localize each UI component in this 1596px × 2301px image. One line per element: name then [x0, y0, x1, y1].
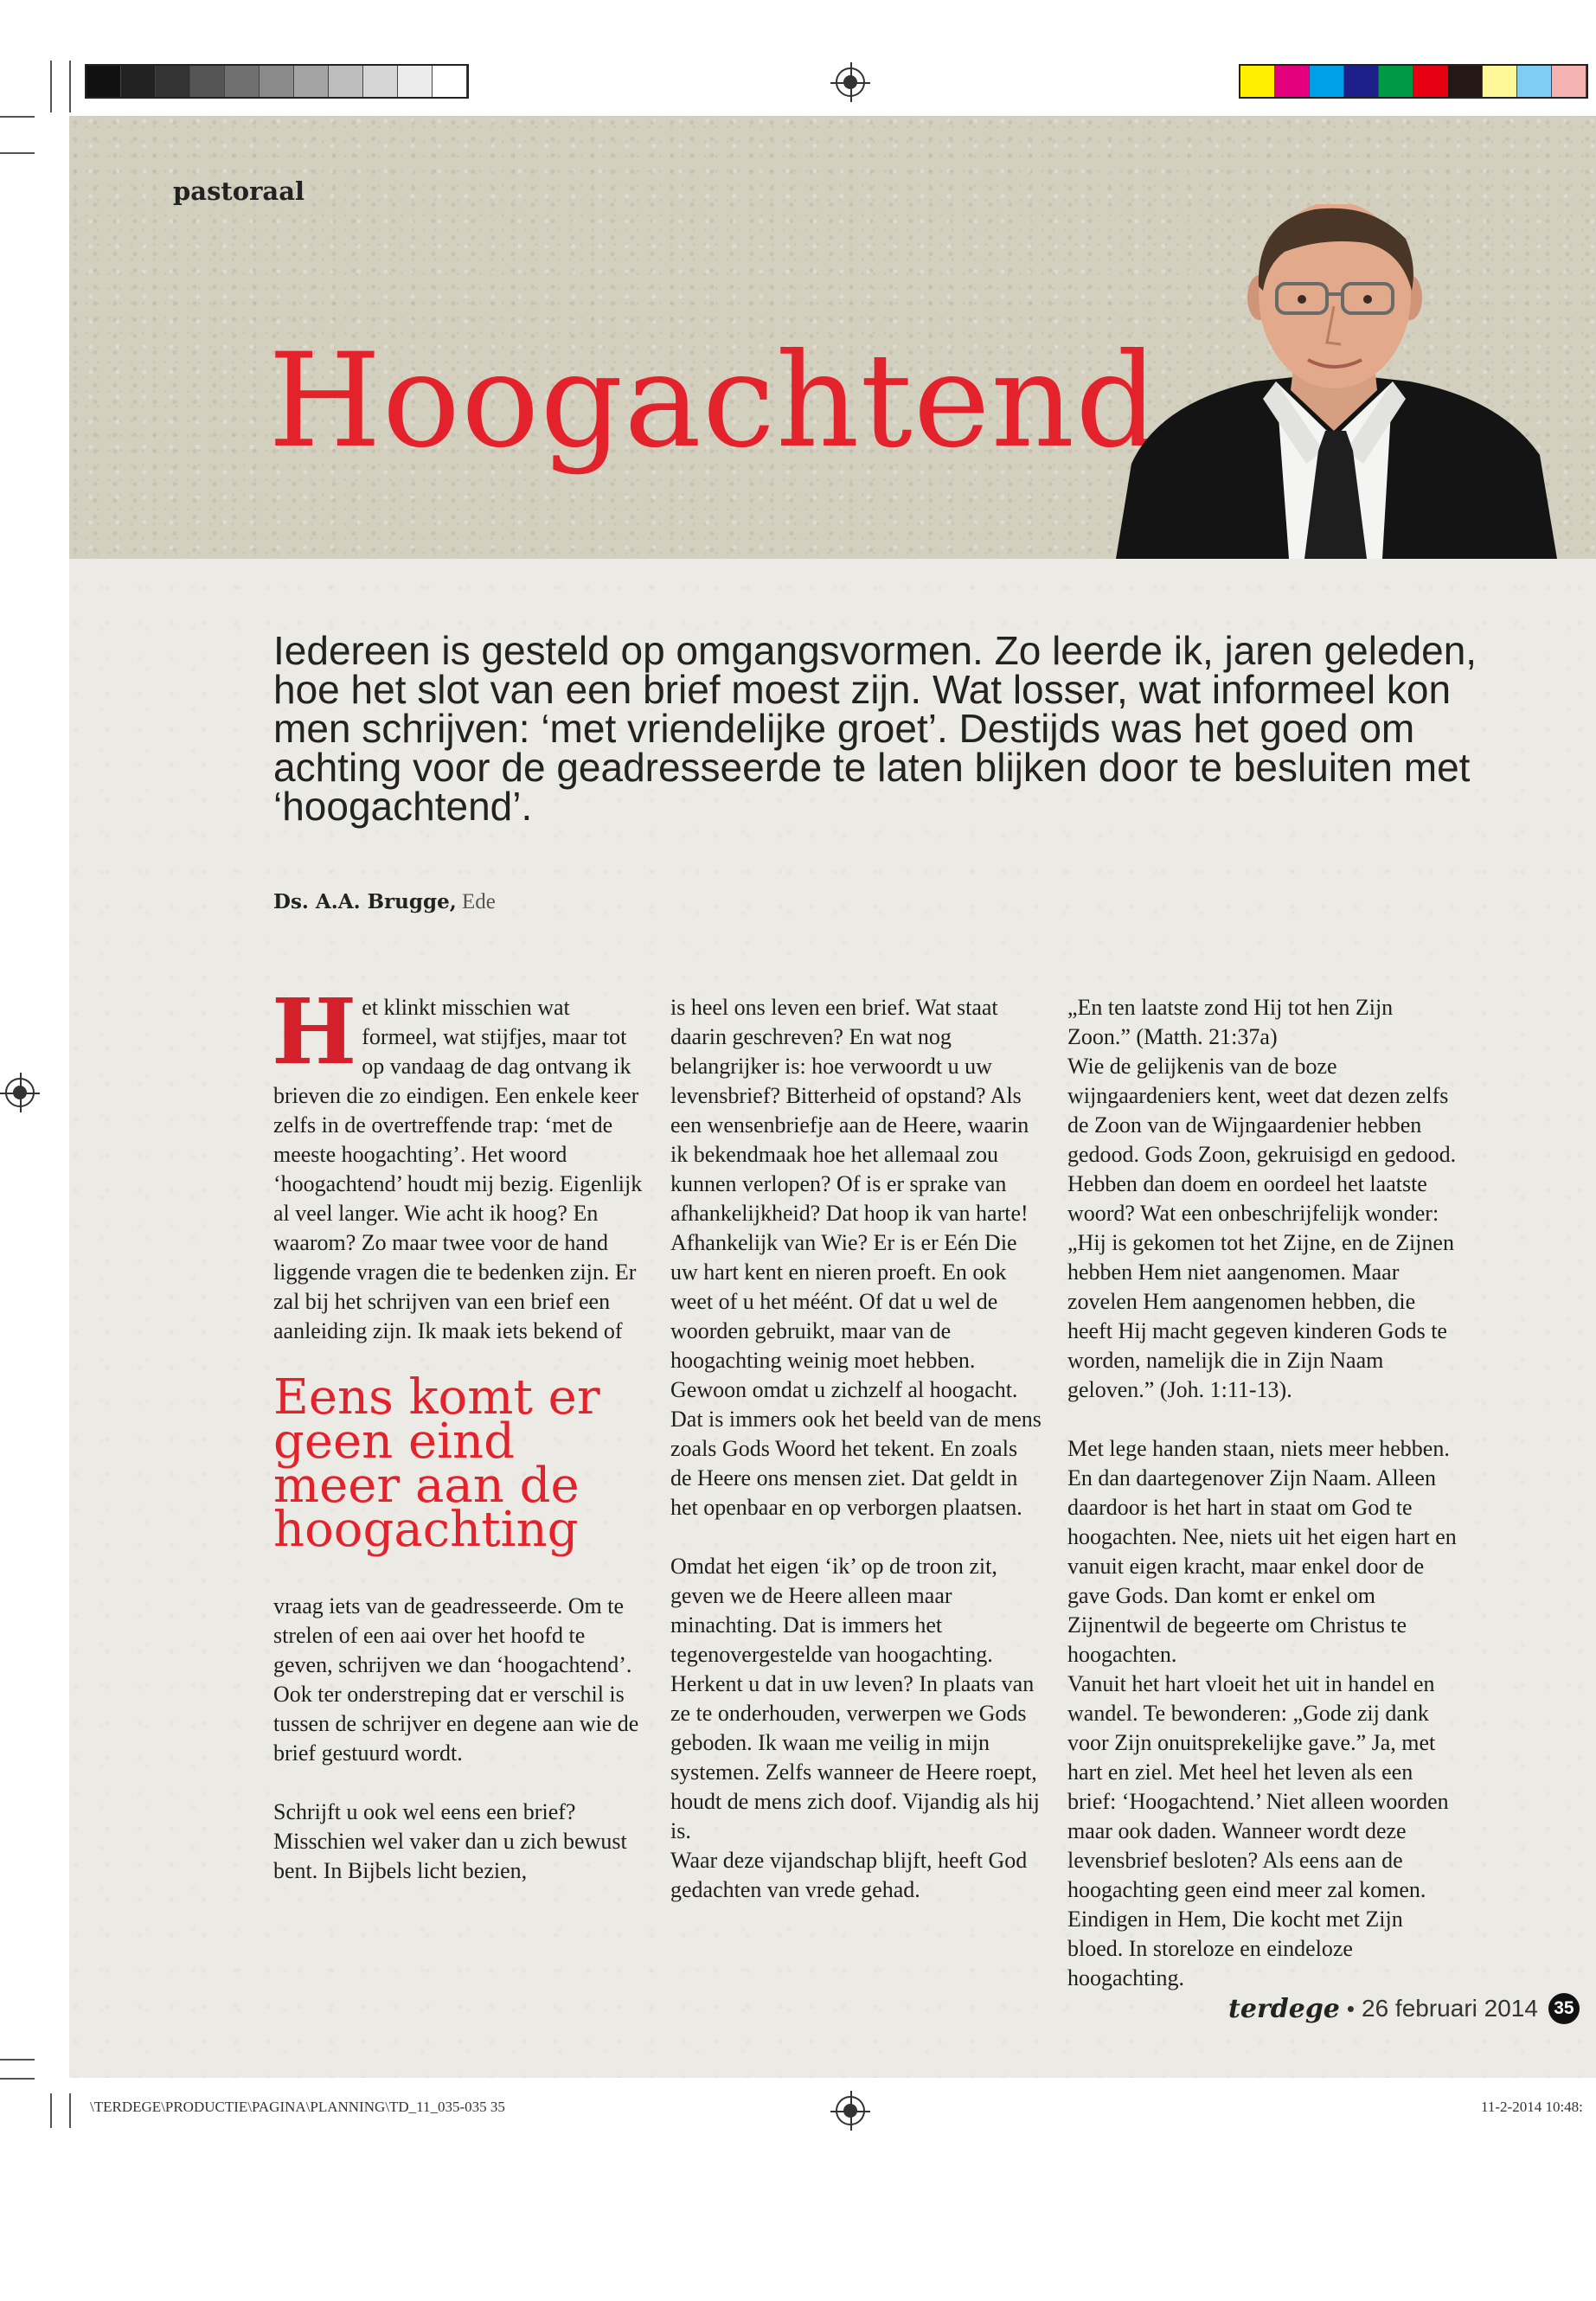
gray-swatch: [156, 66, 190, 97]
gray-swatch: [398, 66, 433, 97]
gray-swatch: [363, 66, 398, 97]
paragraph: Waar deze vijandschap blijft, heeft God gedachten van vrede gehad.: [670, 1848, 1028, 1902]
page-number: 35: [1548, 1993, 1580, 2024]
paragraph: Wie de gelijkenis van de boze wijngaardeniers kent, weet dat dezen zelfs de Zoon van de Wijngaardenier hebben gedood. Gods Zoon, gekruisigd en gedood. Hebben dan doem en oordeel het laatste woord? Wat een onbeschrijfelijk wonder: „Hij is gekomen tot het Zijne, en de Zijnen hebben Hem niet aangenomen. Maar zovelen Hem aangenomen hebben, die heeft Hij macht gegeven kinderen Gods te worden, namelijk die in Zijn Naam geloven.” (Joh. 1:11-13).: [1067, 1054, 1457, 1402]
color-swatch: [1240, 66, 1275, 97]
color-swatch: [1483, 66, 1517, 97]
registration-mark-icon: [836, 2096, 865, 2125]
paragraph: Schrijft u ook wel eens een brief? Misschien wel vaker dan u zich bewust bent. In Bijbels licht bezien,: [273, 1799, 627, 1883]
page-footer: [1228, 1993, 1580, 2024]
paragraph: Omdat het eigen ‘ik’ op de troon zit, geven we de Heere alleen maar minachting. Dat is immers het tegenovergestelde van hoogachting. Herkent u dat in uw leven? In plaats van ze te onderhouden, verwerpen we Gods geboden. Ik waan me veilig in mijn systemen. Zelfs wanneer de Heere roept, houdt de mens zich doof. Vijandig als hij is.: [670, 1554, 1040, 1843]
color-swatch: [1448, 66, 1483, 97]
bible-quote: „En ten laatste zond Hij tot hen Zijn Zoon.” (Matth. 21:37a): [1067, 995, 1394, 1049]
file-path-slug: \TERDEGE\PRODUCTIE\PAGINA\PLANNING\TD_11_035-035 35: [90, 2099, 505, 2115]
color-swatch: [1379, 66, 1413, 97]
issue-date: 26 februari 2014: [1362, 1995, 1538, 2022]
separator: •: [1346, 1995, 1355, 2022]
color-swatch: [1344, 66, 1379, 97]
author-portrait: [1107, 204, 1596, 559]
crop-mark: [0, 2078, 35, 2080]
intro-lead: Iedereen is gesteld op omgangsvormen. Zo leerde ik, jaren geleden, hoe het slot van een brief moest zijn. Wat losser, wat informeel kon men schrijven: ‘met vriendelijke groet’. Destijds was het goed om achting voor de geadresseerde te laten blijken door te besluiten met ‘hoogachtend’.: [273, 628, 1477, 829]
gray-swatch: [121, 66, 156, 97]
color-calibration-bar: [1239, 64, 1588, 99]
author-name: Ds. A.A. Brugge,: [273, 890, 457, 913]
paragraph: Met lege handen staan, niets meer hebben. En dan daartegenover Zijn Naam. Alleen daardoor is het hart in staat om God te hoogachten. Nee, niets uit het eigen hart en vanuit eigen kracht, maar enkel door de gave Gods. Dan komt er enkel om Zijnentwil de begeerte om Christus te hoogachten.: [1067, 1436, 1457, 1667]
paragraph: vraag iets van de geadresseerde. Om te strelen of een aai over het hoofd te geven, schrijven we dan ‘hoogachtend’. Ook ter onderstreping dat er verschil is tussen de schrijver en degene aan wie de brief gestuurd wordt.: [273, 1593, 639, 1766]
gray-swatch: [260, 66, 294, 97]
paragraph: is heel ons leven een brief. Wat staat daarin geschreven? En wat nog belangrijker is: hoe verwoordt u uw levensbrief? Bitterheid of opstand? Als een wensenbriefje aan de Heere, waarin ik bekendmaak hoe het allemaal zou kunnen verlopen? Of is er sprake van afhankelijkheid? Dat hoop ik van harte!: [670, 995, 1029, 1226]
gray-swatch: [329, 66, 363, 97]
color-swatch: [1275, 66, 1310, 97]
byline: [273, 890, 496, 914]
pull-quote: Eens komt er geen eind meer aan de hoogachting: [273, 1369, 600, 1558]
author-place: Ede: [461, 890, 496, 913]
column-3: [1067, 993, 1457, 2022]
crop-mark: [0, 2059, 35, 2061]
paragraph: Het klinkt misschien wat formeel, wat stijfjes, maar tot op vandaag de dag ontvang ik brieven die zo eindigen. Een enkele keer zelfs in de overtreffende trap: ‘met de meeste hoogachting’. Het woord ‘hoogachtend’ houdt mij bezig. Eigenlijk al veel langer. Wie acht ik hoog? En waarom? Zo maar twee voor de hand liggende vragen die te bedenken zijn. Er zal bij het schrijven van een brief een aanleiding zijn. Ik maak iets bekend of: [272, 978, 643, 1343]
crop-mark: [69, 61, 71, 112]
gray-swatch: [225, 66, 260, 97]
gray-calibration-bar: [85, 64, 469, 99]
print-timestamp: 11-2-2014 10:48:: [1481, 2099, 1583, 2115]
gray-swatch: [433, 66, 467, 97]
column-1: [272, 978, 645, 1915]
color-swatch: [1517, 66, 1552, 97]
crop-mark: [0, 152, 35, 154]
paragraph: Vanuit het hart vloeit het uit in handel en wandel. Te bewonderen: „Gode zij dank voor Zijn onuitsprekelijke gave.” Ja, met hart en ziel. Met heel het leven als een brief: ‘Hoogachtend.’ Niet alleen woorden maar ook daden. Wanneer wordt deze levensbrief besloten? Als eens aan de hoogachting geen eind meer zal komen. Eindigen in Hem, Die kocht met Zijn bloed. In storeloze en eindeloze hoogachting.: [1067, 1671, 1449, 1990]
column-2: [670, 993, 1042, 1934]
registration-mark-icon: [5, 1078, 35, 1107]
color-swatch: [1310, 66, 1344, 97]
section-label: pastoraal: [173, 176, 305, 206]
paragraph: Afhankelijk van Wie? Er is er Eén Die uw hart kent en nieren proeft. En ook weet of u het méént. Of dat u wel de woorden gebruikt, maar van de hoogachting weinig moet hebben. Gewoon omdat u zichzelf al hoogacht. Dat is immers ook het beeld van de mens zoals Gods Woord het tekent. En zoals de Heere ons mensen ziet. Dat geldt in het openbaar en op verborgen plaatsen.: [670, 1230, 1042, 1520]
magazine-page: [69, 116, 1596, 2078]
article-title: Hoogachtend: [268, 326, 1160, 477]
drop-cap: H: [272, 978, 357, 1085]
magazine-logo: terdege: [1228, 1993, 1340, 2024]
crop-mark: [50, 2093, 52, 2128]
crop-mark: [50, 61, 52, 112]
crop-mark: [69, 2093, 71, 2128]
registration-mark-icon: [836, 67, 865, 97]
color-swatch: [1413, 66, 1448, 97]
crop-mark: [0, 116, 35, 118]
gray-swatch: [87, 66, 121, 97]
gray-swatch: [294, 66, 329, 97]
color-swatch: [1552, 66, 1586, 97]
gray-swatch: [190, 66, 225, 97]
